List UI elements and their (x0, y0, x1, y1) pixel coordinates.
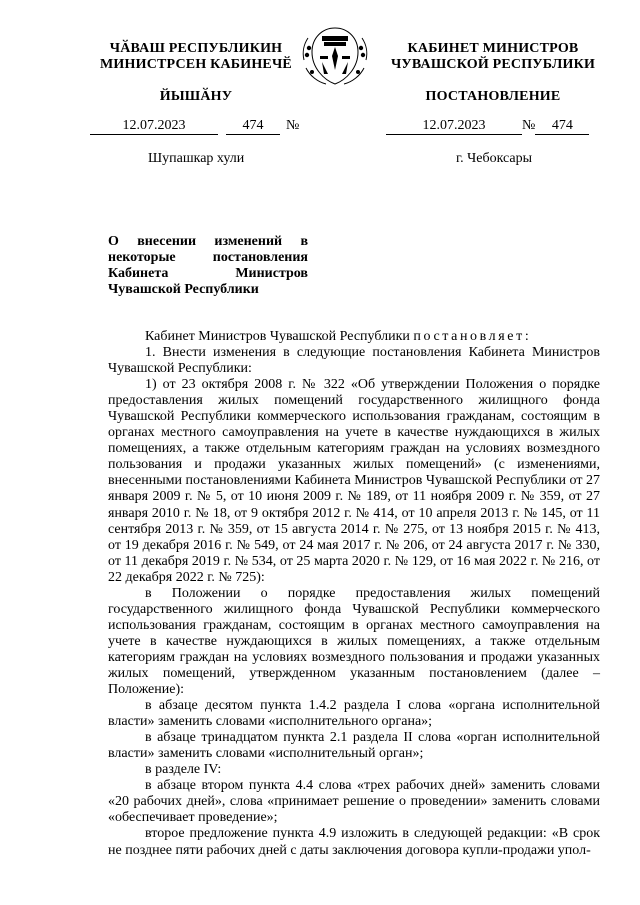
doctype-russian: ПОСТАНОВЛЕНИЕ (425, 89, 561, 104)
number-sign-russian: № (522, 118, 536, 133)
paragraph: 1) от 23 октября 2008 г. № 322 «Об утверждении Положения о порядке предоставления жилых помещений государственного жилищного фонда Чувашской Республики коммерческого использования гражданам, состоящим в органах местного самоуправления на учете в качестве нуждающихся в жилых помещениях, а также отдельным категориям граждан на условиях возмездного пользования и продажи указанных жилых помещений» (с изменениями, внесенными постановлениями Кабинета Министров Чувашской Республики от 27 января 2009 г. № 5, от 10 июня 2009 г. № 189, от 11 ноября 2009 г. № 359, от 27 января 2010 г. № 18, от 9 октября 2012 г. № 414, от 10 апреля 2013 г. № 145, от 11 сентября 2013 г. № 359, от 15 августа 2014 г. № 275, от 13 ноября 2015 г. № 413, от 19 декабря 2016 г. № 549, от 24 мая 2017 г. № 206, от 24 августа 2017 г. № 330, от 11 декабря 2019 г. № 534, от 25 марта 2020 г. № 129, от 16 мая 2022 г. № 216, от 22 декабря 2022 г. № 725): (108, 377, 600, 585)
doctype-chuvash: ЙЫШӐНУ (159, 89, 233, 104)
number-field-chuvash: 474 (226, 118, 280, 135)
date-field-chuvash: 12.07.2023 (90, 118, 218, 135)
coat-of-arms-emblem-icon (300, 22, 370, 88)
paragraph: в Положении о порядке предоставления жилых помещений государственного жилищного фонда Чувашской Республики коммерческого использования гражданам, состоящим в органах местного самоуправления на учете в качестве нуждающихся в жилых помещениях, а также отдельным категориям граждан на условиях возмездного пользования и продажи указанных жилых помещений, утвержденном указанным постановлением (далее – Положение): (108, 585, 600, 698)
number-field-russian: 474 (535, 118, 589, 135)
paragraph: 1. Внести изменения в следующие постановления Кабинета Министров Чувашской Республики: (108, 345, 600, 377)
requisites-russian (386, 118, 589, 135)
paragraph: в абзаце втором пункта 4.4 слова «трех рабочих дней» заменить словами «20 рабочих дней», слова «принимает решение о проведении» заменить словами «обеспечивает проведение»; (108, 778, 600, 826)
document-subject: О внесении изменений в некоторые постановления Кабинета Министров Чувашской Республики (108, 234, 308, 297)
header-chuvash-line1: ЧӐВАШ РЕСПУБЛИКИН (109, 41, 283, 56)
paragraph: в абзаце десятом пункта 1.4.2 раздела I слова «органа исполнительной власти» заменить словами «исполнительного органа»; (108, 698, 600, 730)
city-russian: г. Чебоксары (456, 151, 533, 166)
document-body (108, 329, 600, 859)
paragraph: в разделе IV: (145, 762, 222, 778)
preamble-start: Кабинет Министров Чувашской Республики (145, 329, 410, 344)
requisites-chuvash (90, 118, 299, 135)
paragraph: в абзаце тринадцатом пункта 2.1 раздела II слова «орган исполнительной власти» заменить словами «исполнительный орган»; (108, 730, 600, 762)
date-field-russian: 12.07.2023 (386, 118, 522, 135)
header-russian-line1: КАБИНЕТ МИНИСТРОВ (407, 41, 579, 56)
preamble-verb: постановляет: (413, 329, 532, 344)
header-russian-line2: ЧУВАШСКОЙ РЕСПУБЛИКИ (390, 57, 596, 72)
header-chuvash (84, 41, 308, 73)
header-russian (378, 41, 608, 73)
number-sign-chuvash: № (286, 118, 300, 133)
preamble (108, 329, 600, 345)
city-chuvash: Шупашкар хули (148, 151, 245, 166)
paragraph: второе предложение пункта 4.9 изложить в следующей редакции: «В срок не позднее пяти рабочих дней с даты заключения договора купли-продажи упол- (108, 826, 600, 858)
header-chuvash-line2: МИНИСТРСЕН КАБИНЕЧӖ (100, 57, 292, 72)
